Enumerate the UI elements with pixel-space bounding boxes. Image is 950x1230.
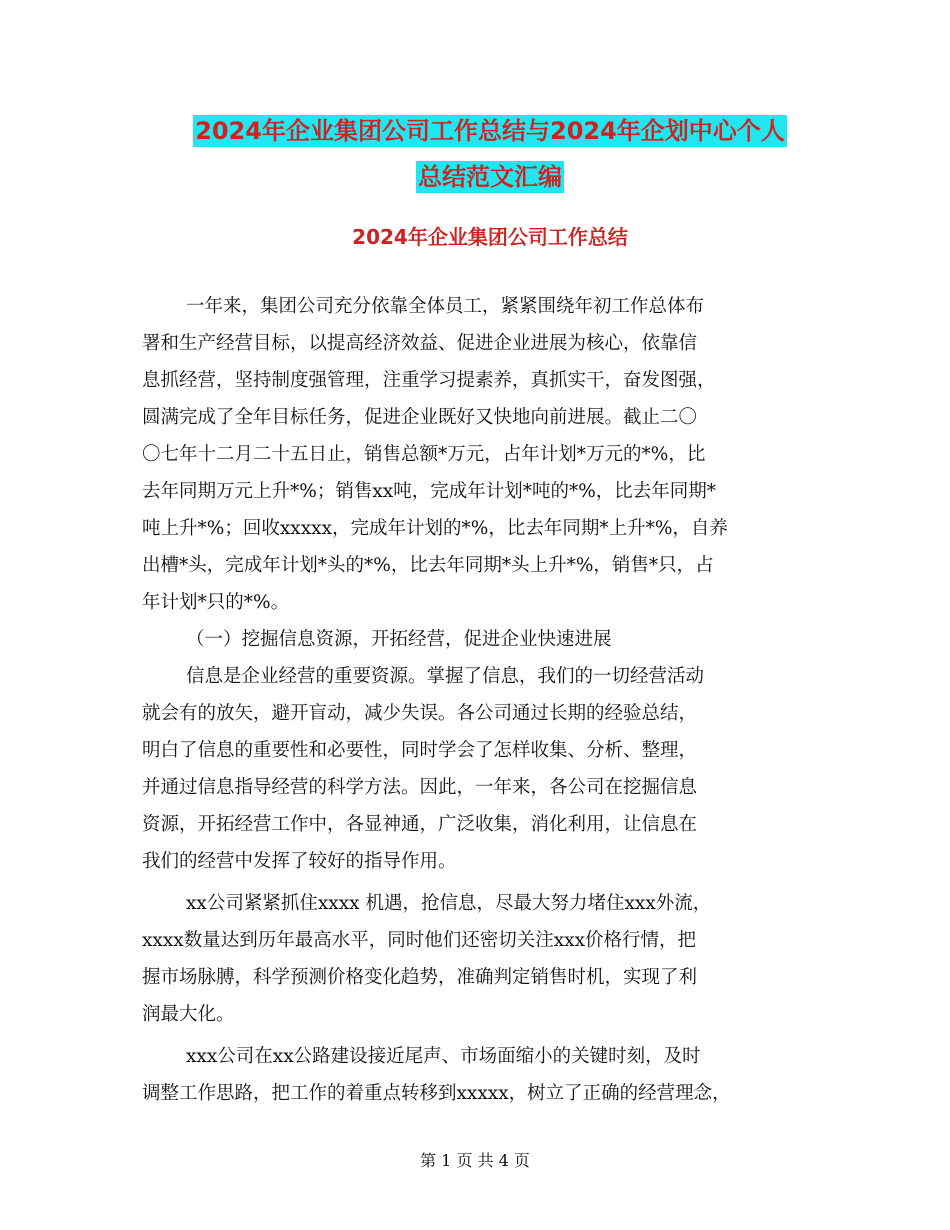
paragraph-line: 去年同期万元上升*%；销售xx吨，完成年计划*吨的*%，比去年同期* xyxy=(142,481,717,502)
paragraph-line: 资源，开拓经营工作中，各显神通，广泛收集，消化利用，让信息在 xyxy=(142,814,698,835)
paragraph-line: 我们的经营中发挥了较好的指导作用。 xyxy=(142,851,457,872)
paragraph-line: 署和生产经营目标，以提高经济效益、促进企业进展为核心，依靠信 xyxy=(142,333,698,354)
section-title: 2024年企业集团公司工作总结 xyxy=(352,225,628,249)
document-title-line-2: 总结范文汇编 xyxy=(418,163,562,191)
paragraph-line: 一年来，集团公司充分依靠全体员工，紧紧围绕年初工作总体布 xyxy=(186,296,705,317)
paragraph-line: 就会有的放矢，避开盲动，减少失误。各公司通过长期的经验总结， xyxy=(142,703,698,724)
paragraph-line: 年计划*只的*%。 xyxy=(142,592,290,613)
paragraph-line: 润最大化。 xyxy=(142,1004,235,1025)
paragraph-line: 并通过信息指导经营的科学方法。因此，一年来，各公司在挖掘信息 xyxy=(142,777,698,798)
document-title xyxy=(140,108,840,200)
paragraph-line: 明白了信息的重要性和必要性，同时学会了怎样收集、分析、整理， xyxy=(142,740,698,761)
subheading: （一）挖掘信息资源，开拓经营，促进企业快速进展 xyxy=(186,629,612,650)
paragraph-line: 息抓经营，坚持制度强管理，注重学习提素养，真抓实干，奋发图强， xyxy=(142,370,716,391)
paragraph-line: 握市场脉膊，科学预测价格变化趋势，准确判定销售时机，实现了利 xyxy=(142,967,698,988)
document-title-line-1: 2024年企业集团公司工作总结与2024年企划中心个人 xyxy=(195,117,785,145)
paragraph-line: xx公司紧紧抓住xxxx 机遇，抢信息，尽最大努力堵住xxx外流， xyxy=(186,893,712,914)
paragraph-line: xxx公司在xx公路建设接近尾声、市场面缩小的关键时刻，及时 xyxy=(186,1046,701,1067)
paragraph-line: 出槽*头，完成年计划*头的*%，比去年同期*头上升*%，销售*只，占 xyxy=(142,555,714,576)
paragraph-line: 信息是企业经营的重要资源。掌握了信息，我们的一切经营活动 xyxy=(186,666,705,687)
paragraph-line: 调整工作思路，把工作的着重点转移到xxxxx，树立了正确的经营理念， xyxy=(142,1083,731,1104)
paragraph-line: 圆满完成了全年目标任务，促进企业既好又快地向前进展。截止二〇 xyxy=(142,407,698,428)
page-footer: 第 1 页 共 4 页 xyxy=(420,1151,530,1170)
paragraph-line: 〇七年十二月二十五日止，销售总额*万元，占年计划*万元的*%，比 xyxy=(142,444,706,465)
paragraph-line: 吨上升*%；回收xxxxx，完成年计划的*%，比去年同期*上升*%，自养 xyxy=(142,518,728,539)
paragraph-line: xxxx数量达到历年最高水平，同时他们还密切关注xxx价格行情，把 xyxy=(142,930,697,951)
